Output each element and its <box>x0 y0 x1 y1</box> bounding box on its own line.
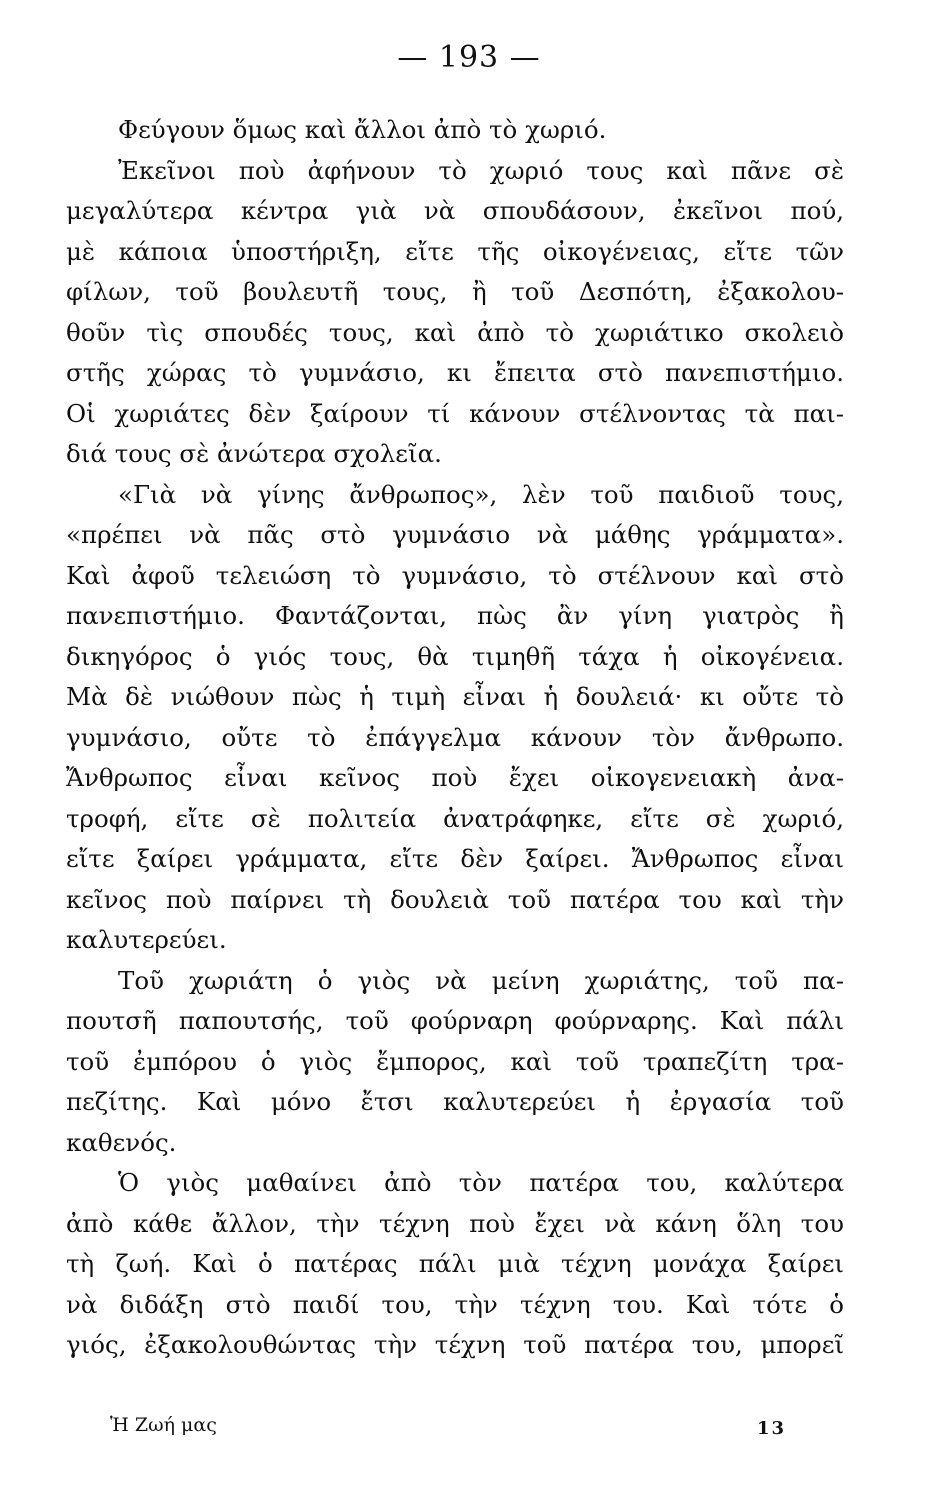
text-line: δικηγόρος ὁ γιός τους, θὰ τιμηθῆ τάχα ἡ οἰκογένεια. <box>66 641 844 671</box>
text-line: Ἄνθρωπος εἶναι κεῖνος ποὺ ἔχει οἰκογενειακὴ ἀνα- <box>66 763 844 792</box>
page-number: — 193 — <box>397 40 541 75</box>
text-line: θοῦν τὶς σπουδές τους, καὶ ἀπὸ τὸ χωριάτικο σκολειὸ <box>66 317 844 347</box>
text-line: Οἱ χωριάτες δὲν ξαίρουν τί κάνουν στέλνοντας τὰ παι- <box>66 398 844 428</box>
text-line: «πρέπει νὰ πᾶς στὸ γυμνάσιο νὰ μάθης γράμματα». <box>66 520 844 549</box>
text-line: καθενός. <box>66 1127 177 1157</box>
text-line: γυμνάσιο, οὔτε τὸ ἐπάγγελμα κάνουν τὸν ἄνθρωπο. <box>66 722 844 752</box>
text-line: κεῖνος ποὺ παίρνει τὴ δουλειὰ τοῦ πατέρα του καὶ τὴν <box>66 884 844 914</box>
text-line: ἀπὸ κάθε ἄλλον, τὴν τέχνη ποὺ ἔχει νὰ κάνη ὅλη του <box>66 1208 844 1238</box>
text-line: φίλων, τοῦ βουλευτῆ τους, ἢ τοῦ Δεσπότη, ἐξακολου- <box>66 277 844 306</box>
text-line: Τοῦ χωριάτη ὁ γιὸς νὰ μείνη χωριάτης, τοῦ πα- <box>118 965 844 995</box>
text-line: Ὁ γιὸς μαθαίνει ἀπὸ τὸν πατέρα του, καλύτερα <box>118 1168 844 1197</box>
text-line: πουτσῆ παπουτσής, τοῦ φούρναρη φούρναρης. Καὶ πάλι <box>66 1006 844 1035</box>
text-line: τροφή, εἴτε σὲ πολιτεία ἀνατράφηκε, εἴτε σὲ χωριό, <box>66 803 844 833</box>
footer-book-title: Ἡ Ζωή μας <box>110 1414 217 1436</box>
text-line: «Γιὰ νὰ γίνης ἄνθρωπος», λὲν τοῦ παιδιοῦ τους, <box>118 479 844 509</box>
text-line: Ἐκεῖνοι ποὺ ἀφήνουν τὸ χωριό τους καὶ πᾶνε σὲ <box>118 155 844 185</box>
text-line: Φεύγουν ὅμως καὶ ἄλλοι ἀπὸ τὸ χωριό. <box>118 115 607 144</box>
text-line: πεζίτης. Καὶ μόνο ἔτσι καλυτερεύει ἡ ἐργασία τοῦ <box>66 1087 844 1116</box>
text-line: στῆς χώρας τὸ γυμνάσιο, κι ἔπειτα στὸ πανεπιστήμιο. <box>66 358 844 387</box>
text-line: νὰ διδάξη στὸ παιδί του, τὴν τέχνη του. Καὶ τότε ὁ <box>66 1289 844 1319</box>
text-line: πανεπιστήμιο. Φαντάζονται, πὼς ἂν γίνη γιατρὸς ἢ <box>66 601 844 630</box>
text-line: τοῦ ἐμπόρου ὁ γιὸς ἔμπορος, καὶ τοῦ τραπεζίτη τρα- <box>66 1046 844 1076</box>
text-line: καλυτερεύει. <box>66 925 227 954</box>
text-line: γιός, ἐξακολουθώντας τὴν τέχνη τοῦ πατέρα του, μπορεῖ <box>66 1330 844 1359</box>
body-text <box>66 110 844 1366</box>
text-line: τὴ ζωή. Καὶ ὁ πατέρας πάλι μιὰ τέχνη μονάχα ξαίρει <box>66 1249 844 1278</box>
text-line: εἴτε ξαίρει γράμματα, εἴτε δὲν ξαίρει. Ἄνθρωπος εἶναι <box>66 844 844 873</box>
text-line: μεγαλύτερα κέντρα γιὰ νὰ σπουδάσουν, ἐκεῖνοι πού, <box>66 196 844 225</box>
text-line: διά τους σὲ ἀνώτερα σχολεῖα. <box>66 439 442 468</box>
text-line: μὲ κάποια ὑποστήριξη, εἴτε τῆς οἰκογένειας, εἴτε τῶν <box>66 236 844 266</box>
text-line: Καὶ ἀφοῦ τελειώση τὸ γυμνάσιο, τὸ στέλνουν καὶ στὸ <box>66 560 844 590</box>
text-line: Μὰ δὲ νιώθουν πὼς ἡ τιμὴ εἶναι ἡ δουλειά· κι οὔτε τὸ <box>66 682 844 711</box>
footer-signature-mark: 13 <box>757 1418 787 1439</box>
